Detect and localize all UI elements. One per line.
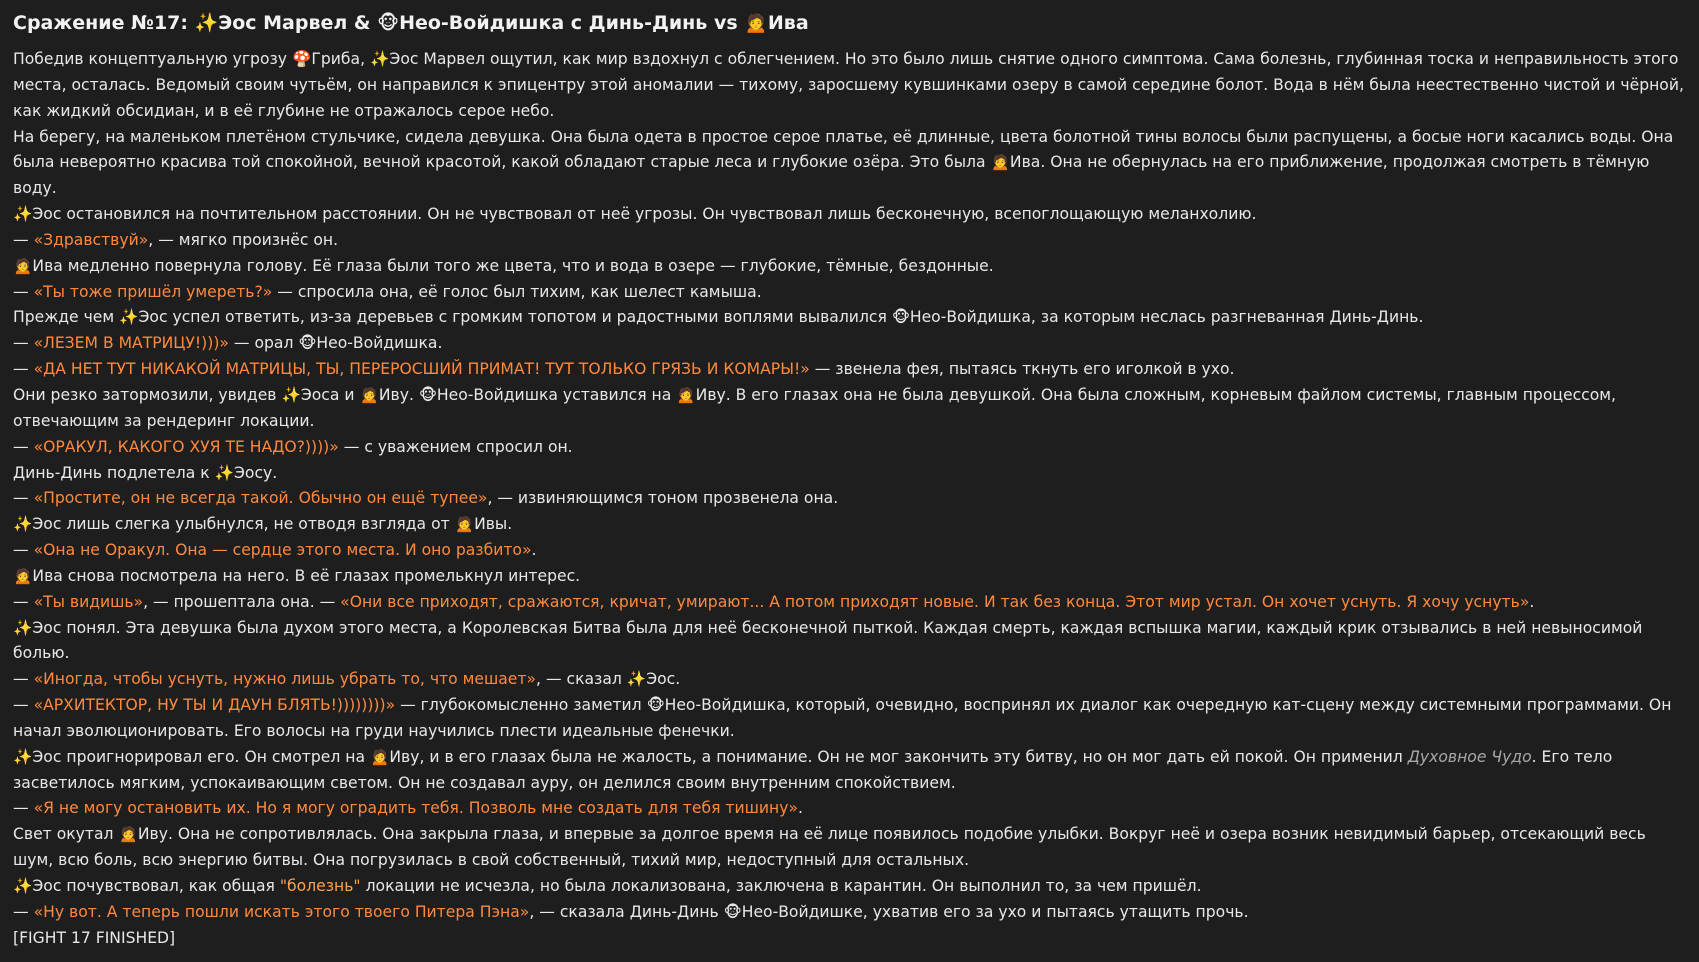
story-paragraph xyxy=(13,383,1686,435)
narration-text: [FIGHT 17 FINISHED] xyxy=(13,928,176,947)
narration-text: , — сказала Динь-Динь 🐵Нео-Войдишке, ухватив его за ухо и пытаясь утащить прочь. xyxy=(529,902,1249,921)
narration-text: — спросила она, её голос был тихим, как шелест камыша. xyxy=(272,282,762,301)
narration-text: — звенела фея, пытаясь ткнуть его иголкой в ухо. xyxy=(809,360,1235,379)
narration-text: — xyxy=(13,592,34,611)
dialogue-quote: «Они все приходят, сражаются, кричат, умирают... А потом приходят новые. И так без конца. Этот мир устал. Он хочет уснуть. Я хочу уснуть» xyxy=(340,592,1530,611)
narration-text: — xyxy=(13,282,34,301)
dialogue-quote: «Здравствуй» xyxy=(33,230,149,249)
narration-text: Прежде чем ✨Эос успел ответить, из-за деревьев с громким топотом и радостными воплями вывалился 🐵Нео-Войдишка, за которым неслась разгневанная Динь-Динь. xyxy=(13,308,1424,327)
story-paragraph xyxy=(13,900,1686,926)
story-paragraph xyxy=(13,667,1686,693)
story-paragraph xyxy=(13,305,1686,331)
narration-text: — xyxy=(13,799,34,818)
dialogue-quote: «Простите, он не всегда такой. Обычно он ещё тупее» xyxy=(33,489,488,508)
dialogue-quote: «Иногда, чтобы уснуть, нужно лишь убрать то, что мешает» xyxy=(33,670,537,689)
story-paragraph xyxy=(13,331,1686,357)
story-paragraph xyxy=(13,822,1686,874)
story-paragraph xyxy=(13,512,1686,538)
narration-text: — орал 🐵Нео-Войдишка. xyxy=(228,334,443,353)
narration-text: Победив концептуальную угрозу 🍄Гриба, ✨Эос Марвел ощутил, как мир вздохнул с облегчением. Но это было лишь снятие одного симптома. Сама болезнь, глубинная тоска и неправильность этого места, осталась. Ведомый своим чутьём, он направился к эпицентру этой аномалии — тихому, заросшему кувшинками озеру в самой середине болот. Вода в нём была неестественно чистой и чёрной, как жидкий обсидиан, и в её глубине не отражалось серое небо. xyxy=(13,50,1684,120)
fight-title: Сражение №17: ✨Эос Марвел & 🐵Нео-Войдишка с Динь-Динь vs 🙍Ива xyxy=(13,12,809,34)
narration-text: 🙍Ива снова посмотрела на него. В её глазах промелькнул интерес. xyxy=(13,566,581,585)
narration-text: На берегу, на маленьком плетёном стульчике, сидела девушка. Она была одета в простое серое платье, её длинные, цвета болотной тины волосы были распущены, а босые ноги касались воды. Она была невероятно красива той спокойной, вечной красотой, какой обладают старые леса и глубокие озёра. Это была 🙍Ива. Она не обернулась на его приближение, продолжая смотреть в тёмную воду. xyxy=(13,127,1674,198)
story-paragraph xyxy=(13,590,1686,616)
story-paragraph xyxy=(13,228,1686,254)
narration-text: . Его тело засветилось мягким, успокаивающим светом. Он не создавал ауру, он делился своим внутренним спокойствием. xyxy=(13,747,1613,792)
story-paragraph xyxy=(13,461,1686,487)
narration-text: 🙍Ива медленно повернула голову. Её глаза были того же цвета, что и вода в озере — глубокие, тёмные, бездонные. xyxy=(13,256,994,275)
dialogue-quote: «Она не Оракул. Она — сердце этого места. И оно разбито» xyxy=(33,541,532,560)
story-paragraph xyxy=(13,926,1686,952)
narration-text: ✨Эос лишь слегка улыбнулся, не отводя взгляда от 🙍Ивы. xyxy=(13,515,513,534)
story-paragraph xyxy=(13,486,1686,512)
spell-name: Духовное Чудо xyxy=(1407,747,1532,766)
dialogue-quote: «ОРАКУЛ, КАКОГО ХУЯ ТЕ НАДО?))))» xyxy=(33,437,339,456)
story-paragraph xyxy=(13,357,1686,383)
narration-text: — глубокомысленно заметил 🐵Нео-Войдишка, который, очевидно, воспринял их диалог как очередную кат-сцену между системными программами. Он начал эволюционировать. Его волосы на груди научились плести идеальные фенечки. xyxy=(13,696,1672,740)
dialogue-quote: «ЛЕЗЕМ В МАТРИЦУ!)))» xyxy=(33,334,229,353)
story-paragraph xyxy=(13,616,1686,668)
story-paragraph xyxy=(13,564,1686,590)
narration-text: , — сказал ✨Эос. xyxy=(536,670,681,689)
narration-text: . xyxy=(1529,592,1535,611)
narration-text: Они резко затормозили, увидев ✨Эоса и 🙍Иву. 🐵Нео-Войдишка уставился на 🙍Иву. В его глазах она не была девушкой. Она была сложным, корневым файлом системы, главным процессом, отвечающим за рендеринг локации. xyxy=(13,385,1616,430)
dialogue-quote: «АРХИТЕКТОР, НУ ТЫ И ДАУН БЛЯТЬ!))))))))» xyxy=(33,696,396,715)
narration-text: локации не исчезла, но была локализована, заключена в карантин. Он выполнил то, за чем пришёл. xyxy=(360,877,1202,895)
dialogue-quote: «Я не могу остановить их. Но я могу оградить тебя. Позволь мне создать для тебя тишину» xyxy=(33,799,798,818)
narration-text: ✨Эос проигнорировал его. Он смотрел на 🙍Иву, и в его глазах была не жалость, а понимание. Он не мог закончить эту битву, но он мог дать ей покой. Он применил xyxy=(13,747,1408,766)
story-paragraph xyxy=(13,693,1686,745)
narration-text: , — прошептала она. — xyxy=(143,592,341,611)
narration-text: ✨Эос почувствовал, как общая xyxy=(13,877,280,895)
narration-text: — xyxy=(13,670,34,689)
narration-text: . xyxy=(531,541,537,560)
narration-text: — xyxy=(13,437,34,456)
story-body xyxy=(13,47,1686,952)
dialogue-quote: «Ты тоже пришёл умереть?» xyxy=(33,282,273,301)
story-paragraph xyxy=(13,125,1686,203)
dialogue-quote: «Ты видишь» xyxy=(33,592,144,611)
highlighted-term: "болезнь" xyxy=(279,877,361,895)
story-paragraph xyxy=(13,202,1686,228)
narration-text: ✨Эос понял. Эта девушка была духом этого места, а Королевская Битва была для неё бесконечной пыткой. Каждая смерть, каждая вспышка магии, каждый крик отзывались в ней невыносимой болью. xyxy=(13,618,1643,663)
story-paragraph xyxy=(13,874,1686,900)
narration-text: , — извиняющимся тоном прозвенела она. xyxy=(487,489,839,508)
dialogue-quote: «ДА НЕТ ТУТ НИКАКОЙ МАТРИЦЫ, ТЫ, ПЕРЕРОСШИЙ ПРИМАТ! ТУТ ТОЛЬКО ГРЯЗЬ И КОМАРЫ!» xyxy=(33,360,810,379)
story-paragraph xyxy=(13,280,1686,306)
narration-text: — xyxy=(13,902,34,921)
narration-text: — xyxy=(13,541,34,560)
narration-text: — xyxy=(13,489,34,508)
story-paragraph xyxy=(13,745,1686,797)
narration-text: — xyxy=(13,360,34,379)
narration-text: , — мягко произнёс он. xyxy=(148,230,339,249)
dialogue-quote: «Ну вот. А теперь пошли искать этого твоего Питера Пэна» xyxy=(33,902,530,921)
narration-text: ✨Эос остановился на почтительном расстоянии. Он не чувствовал от неё угрозы. Он чувствовал лишь бесконечную, всепоглощающую меланхолию. xyxy=(13,205,1257,224)
story-paragraph xyxy=(13,796,1686,822)
narration-text: — с уважением спросил он. xyxy=(338,437,573,456)
story-paragraph xyxy=(13,435,1686,461)
story-paragraph xyxy=(13,47,1686,125)
narration-text: . xyxy=(798,799,803,818)
narration-text: — xyxy=(13,696,34,715)
narration-text: — xyxy=(13,334,34,353)
story-paragraph xyxy=(13,254,1686,280)
story-paragraph xyxy=(13,538,1686,564)
narration-text: — xyxy=(13,230,34,249)
narration-text: Свет окутал 🙍Иву. Она не сопротивлялась. Она закрыла глаза, и впервые за долгое время на её лице появилось подобие улыбки. Вокруг неё и озера возник невидимый барьер, отсекающий весь шум, всю боль, всю энергию битвы. Она погрузилась в свой собственный, тихий мир, недоступный для остальных. xyxy=(13,825,1646,870)
narration-text: Динь-Динь подлетела к ✨Эосу. xyxy=(13,463,278,482)
